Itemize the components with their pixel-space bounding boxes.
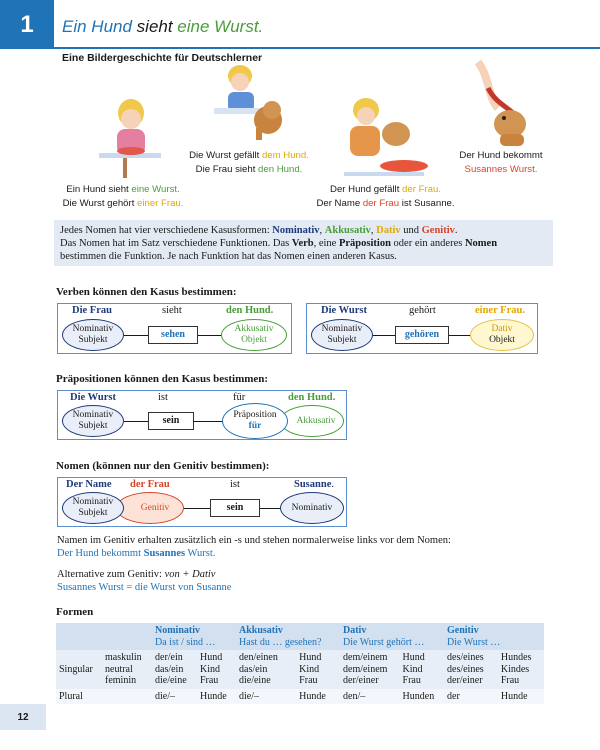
header-question: Die Wurst gehört … [343, 636, 425, 648]
header-case: Akkusativ [239, 625, 283, 636]
page-title [62, 17, 263, 37]
title-part2: eine Wurst. [177, 17, 264, 36]
note-2a: Alternative zum Genitiv: [57, 569, 165, 580]
prep-word: für [233, 392, 246, 403]
d2-verb-word: gehört [409, 305, 436, 316]
nomen-heading: Nomen (können nur den Genitiv bestimmen): [56, 460, 270, 472]
header-case: Genitiv [447, 625, 479, 636]
arrow-right [449, 335, 471, 336]
prep-diagram [57, 390, 347, 440]
arrow-left [124, 335, 148, 336]
title-part1: Ein Hund [62, 17, 132, 36]
info-sep: . [454, 225, 458, 236]
arrow-left [124, 421, 148, 422]
cell-blank [102, 689, 152, 705]
info-text: , eine [313, 238, 339, 249]
example-1c: Wurst. [185, 548, 216, 559]
arrow-left [184, 508, 210, 509]
d2-object: einer Frau. [475, 305, 525, 316]
verb-diagram-1 [57, 303, 292, 354]
cap1-text2: Die Wurst gehört [62, 198, 138, 209]
oval-label: Subjekt [327, 335, 357, 345]
cell-noun: Hundes Kindes Frau [500, 652, 532, 686]
oval-label: Dativ [491, 324, 513, 334]
cell-article: des/eines des/eines der/einer [447, 652, 484, 686]
info-genitiv: Genitiv [421, 225, 455, 236]
header-rule [54, 47, 600, 49]
oval-label: Nominativ [72, 324, 114, 334]
prep-object: den Hund. [288, 392, 336, 403]
example-1a: Der Hund bekommt [57, 548, 144, 559]
title-verb: sieht [131, 17, 178, 36]
arrow-right [198, 335, 222, 336]
nomen-nominativ-oval-2 [280, 492, 344, 524]
verben-heading: Verben können den Kasus bestimmen: [56, 286, 237, 298]
prep-nominativ-oval [62, 405, 124, 437]
cell-noun: Hund Kind Frau [199, 652, 223, 686]
info-verb: Verb [291, 238, 314, 249]
cell-article: der/ein das/ein die/eine [155, 652, 187, 686]
cap1-text: Ein Hund sieht [66, 184, 132, 195]
prep-verb-box: sein [148, 412, 194, 430]
dog-with-sausage-illustration [470, 58, 540, 148]
cap3-text3: ist Susanne. [399, 198, 455, 209]
header-question: Hast du … gesehen? [239, 636, 322, 648]
cap2-case: dem Hund. [261, 150, 309, 161]
cap1-case: eine Wurst. [131, 184, 180, 195]
info-text: bestimmen die Funktion. Je nach Funktion hat das Nomen einen anderen Kasus. [60, 251, 397, 262]
plural-label: Plural [59, 690, 83, 702]
cell-noun: Hunden [402, 690, 435, 702]
d1-subject: Die Frau [72, 305, 112, 316]
header-genitiv [444, 623, 544, 650]
cap3-text: Der Hund gefällt [330, 184, 403, 195]
oval-label: Subjekt [78, 421, 108, 431]
cell-article: die/– [239, 690, 259, 702]
caption-2 [174, 149, 324, 177]
info-nominativ: Nominativ [272, 225, 320, 236]
header-blank [56, 623, 102, 650]
genitive-notes [57, 534, 557, 594]
header-case: Dativ [343, 625, 367, 636]
subtitle: Eine Bildergeschichte für Deutschlerner [62, 52, 263, 64]
example-1b: Susannes [143, 548, 186, 559]
prep-praeposition-oval [222, 403, 288, 439]
cap3-case: der Frau. [402, 184, 441, 195]
nomen-diagram [57, 477, 347, 527]
cap1-case2: einer Frau. [137, 198, 184, 209]
header-question: Da ist / sind … [155, 636, 216, 648]
cap3-case2: der Frau [362, 198, 400, 209]
nomen-genitive: der Frau [130, 479, 170, 490]
header-case: Nominativ [155, 625, 200, 636]
cap2-text: Die Wurst gefällt [189, 150, 262, 161]
d2-dativ-oval [470, 319, 534, 351]
cap4-text: Der Hund bekommt [459, 150, 543, 161]
oval-label: Subjekt [78, 508, 108, 518]
arrow-right [194, 421, 224, 422]
header-akkusativ [236, 623, 340, 650]
cell-noun: Hund Kind Frau [402, 652, 425, 686]
cell-noun: Hund Kind Frau [299, 652, 322, 686]
info-text: oder ein anderes [390, 238, 465, 249]
arrow-right [260, 508, 282, 509]
woman-hugging-dog-illustration [338, 94, 430, 180]
cell-article: den/– [343, 690, 366, 702]
cap4-case: Susannes Wurst. [464, 164, 538, 175]
cell-noun: Hunde [199, 690, 227, 702]
info-sep: , [370, 225, 377, 236]
info-sep: , [319, 225, 325, 236]
header-question: Die Wurst … [447, 636, 501, 648]
cell-article: der [447, 690, 460, 702]
table-row-singular [56, 650, 544, 689]
info-prep: Präposition [338, 238, 391, 249]
prep-verb-word: ist [158, 392, 168, 403]
nomen-verb-word: ist [230, 479, 240, 490]
girl-eating-illustration [95, 95, 165, 180]
verb-diagram-2 [306, 303, 538, 354]
example-2: Susannes Wurst = die Wurst von Susanne [57, 582, 232, 593]
cell-article: den/einen das/ein die/eine [239, 652, 278, 686]
oval-label: Akkusativ [296, 415, 336, 426]
info-box [54, 220, 553, 266]
gender-labels: maskulin neutral feminin [105, 652, 142, 686]
cell-noun: Hunde [299, 690, 326, 702]
note-1: Namen im Genitiv erhalten zusätzlich ein -s und stehen normalerweise links vor dem Nomen: [57, 535, 451, 546]
d2-verb-box: gehören [395, 326, 449, 344]
d1-object: den Hund. [226, 305, 274, 316]
nomen-verb-box: sein [210, 499, 260, 517]
nomen-nominativ-oval [62, 492, 124, 524]
page-number: 12 [0, 704, 46, 730]
d2-nominativ-oval [311, 319, 373, 351]
table-row-plural [56, 689, 544, 705]
header-blank [102, 623, 152, 650]
oval-label: Genitiv [140, 502, 170, 513]
cell-noun: Hunde [500, 690, 528, 702]
singular-label: Singular [59, 663, 93, 675]
oval-label: Akkusativ [234, 324, 274, 334]
note-2b: von + Dativ [164, 569, 216, 580]
oval-label: Objekt [241, 335, 267, 345]
oval-label: Präposition [233, 410, 277, 420]
nomen-subject: Der Name [66, 479, 112, 490]
woman-dog-illustration [210, 62, 290, 142]
oval-label: Objekt [489, 335, 515, 345]
d1-verb-box: sehen [148, 326, 198, 344]
chapter-number: 1 [0, 0, 54, 49]
d1-verb-word: sieht [162, 305, 182, 316]
cell-article: dem/einem dem/einem der/einer [343, 652, 388, 686]
prep-akkusativ-oval [280, 405, 344, 437]
caption-4 [446, 149, 556, 177]
prep-heading: Präpositionen können den Kasus bestimmen: [56, 373, 269, 385]
formen-heading: Formen [56, 606, 94, 618]
oval-label: Nominativ [321, 324, 363, 334]
nomen-object: Susanne [294, 479, 332, 490]
caption-3 [303, 183, 468, 211]
info-dativ: Dativ [376, 225, 401, 236]
cap2-case2: den Hund. [258, 164, 303, 175]
info-nomen: Nomen [464, 238, 498, 249]
d1-nominativ-oval [62, 319, 124, 351]
oval-label: Nominativ [72, 497, 114, 507]
d1-akkusativ-oval [221, 319, 287, 351]
formen-table [56, 623, 544, 704]
caption-1 [48, 183, 198, 211]
info-text: Jedes Nomen hat vier verschiedene Kasusformen: [60, 225, 273, 236]
cap3-text2: Der Name [316, 198, 363, 209]
arrow-left [373, 335, 395, 336]
nomen-genitiv-oval [116, 492, 184, 524]
info-sep: und [400, 225, 422, 236]
oval-label: für [248, 421, 262, 431]
cell-article: die/– [155, 690, 175, 702]
header-dativ [340, 623, 444, 650]
cap2-text2: Die Frau sieht [195, 164, 259, 175]
oval-label: Subjekt [78, 335, 108, 345]
oval-label: Nominativ [72, 410, 114, 420]
prep-subject: Die Wurst [70, 392, 116, 403]
info-text: Das Nomen hat im Satz verschiedene Funktionen. Das [60, 238, 292, 249]
header-nominativ [152, 623, 236, 650]
d2-subject: Die Wurst [321, 305, 367, 316]
oval-label: Nominativ [291, 502, 333, 513]
nomen-object-dot: . [331, 479, 334, 490]
info-akkusativ: Akkusativ [324, 225, 371, 236]
